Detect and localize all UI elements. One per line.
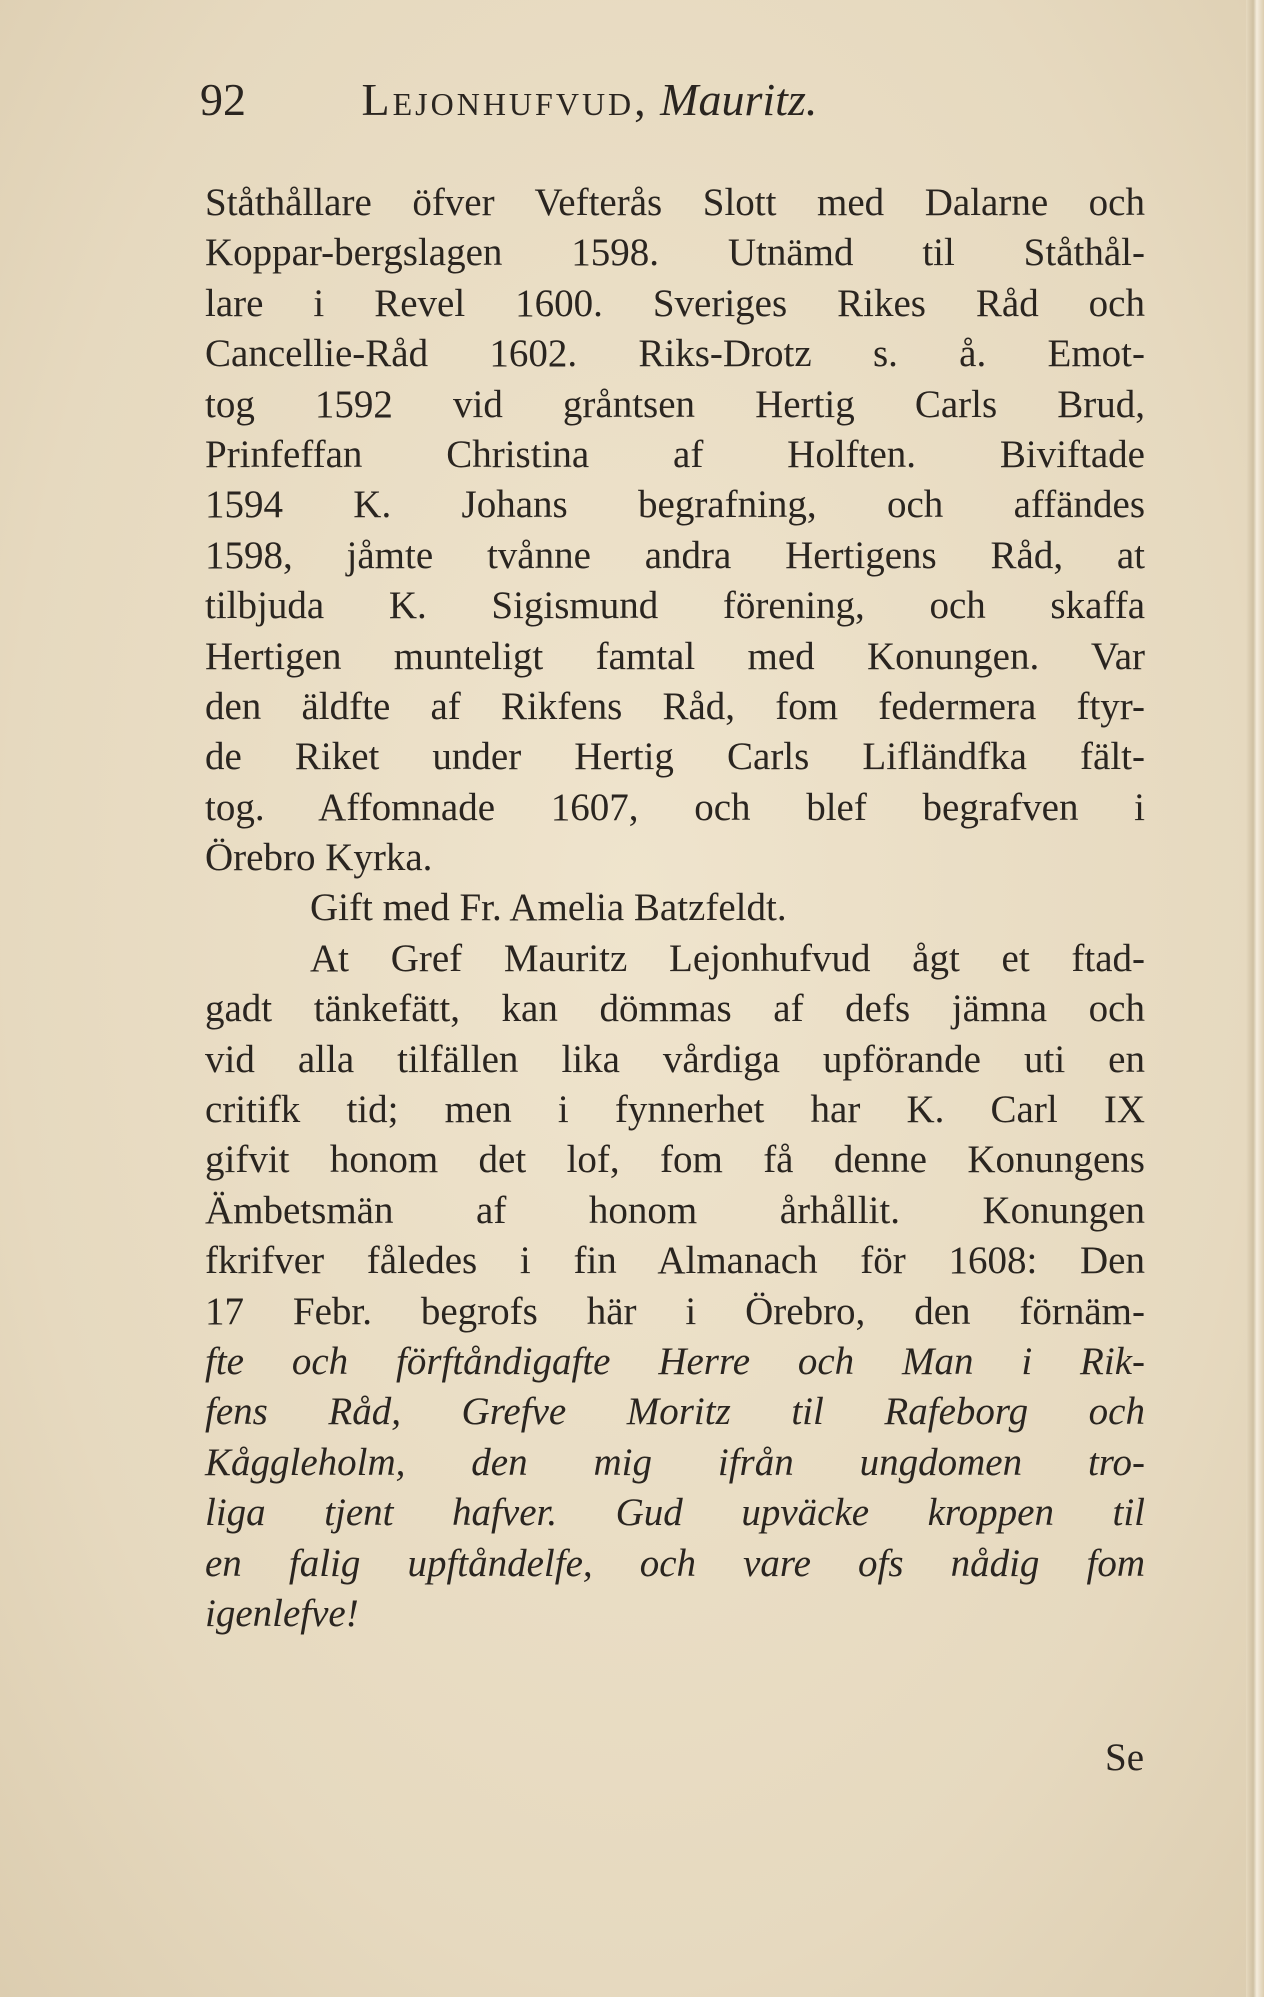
page-number: 92 [200,74,246,125]
text-line: Prinfeffan Christina af Holften. Biviftade [205,432,1145,476]
text-line: den äldfte af Rikfens Råd, fom federmera ftyr- [205,684,1145,728]
text-line: Cancellie-Råd 1602. Riks-Drotz s. å. Emot- [205,332,1145,376]
text-line: tilbjuda K. Sigismund förening, och skaffa [205,584,1145,628]
text-line: fkrifver fåledes i fin Almanach för 1608: Den [205,1239,1145,1283]
text-line: igenlefve! [205,1591,359,1635]
catchword: Se [1105,1736,1144,1779]
header-title: Lejonhufvud, [361,74,649,125]
text-line: gifvit honom det lof, fom få denne Konungens [205,1138,1145,1182]
header-title-italic: Mauritz. [660,74,818,125]
text-line: tog 1592 vid gråntsen Hertig Carls Brud, [205,382,1145,426]
text-line: de Riket under Hertig Carls Lifländfka fält- [205,735,1145,779]
text-line: Gift med Fr. Amelia Batzfeldt. [310,886,787,930]
text-line: critifk tid; men i fynnerhet har K. Carl IX [205,1088,1145,1132]
text-line: 17 Febr. begrofs här i Örebro, den förnäm- [205,1289,1145,1333]
text-line: tog. Affomnade 1607, och blef begrafven i [205,785,1145,829]
text-line: Kåggleholm, den mig ifrån ungdomen tro- [205,1440,1145,1484]
text-line: fens Råd, Grefve Moritz til Rafeborg och [205,1390,1145,1434]
text-line: vid alla tilfällen lika vårdiga upförande uti en [205,1037,1145,1081]
text-line: liga tjent hafver. Gud upväcke kroppen til [205,1491,1145,1535]
text-line: lare i Revel 1600. Sveriges Rikes Råd och [205,281,1145,325]
text-line: fte och förftåndigafte Herre och Man i Rik- [205,1339,1145,1383]
text-line: 1598, jåmte tvånne andra Hertigens Råd, at [205,533,1145,577]
text-line: Hertigen munteligt famtal med Konungen. Var [205,634,1145,678]
text-line: en falig upftåndelfe, och vare ofs nådig fom [205,1541,1145,1585]
text-line: Koppar-bergslagen 1598. Utnämd til Ståthål- [205,231,1145,275]
text-line: Ämbetsmän af honom århållit. Konungen [205,1188,1145,1232]
text-line: gadt tänkefätt, kan dömmas af defs jämna och [205,987,1145,1031]
text-line: At Gref Mauritz Lejonhufvud ågt et ftad- [310,936,1145,980]
text-line: Ståthållare öfver Vefterås Slott med Dalarne och [205,181,1145,224]
text-line: 1594 K. Johans begrafning, och affändes [205,483,1145,527]
page-edge [1246,0,1264,1997]
text-line: Örebro Kyrka. [205,836,433,880]
body-text [205,178,1145,1639]
running-header [200,70,1160,130]
